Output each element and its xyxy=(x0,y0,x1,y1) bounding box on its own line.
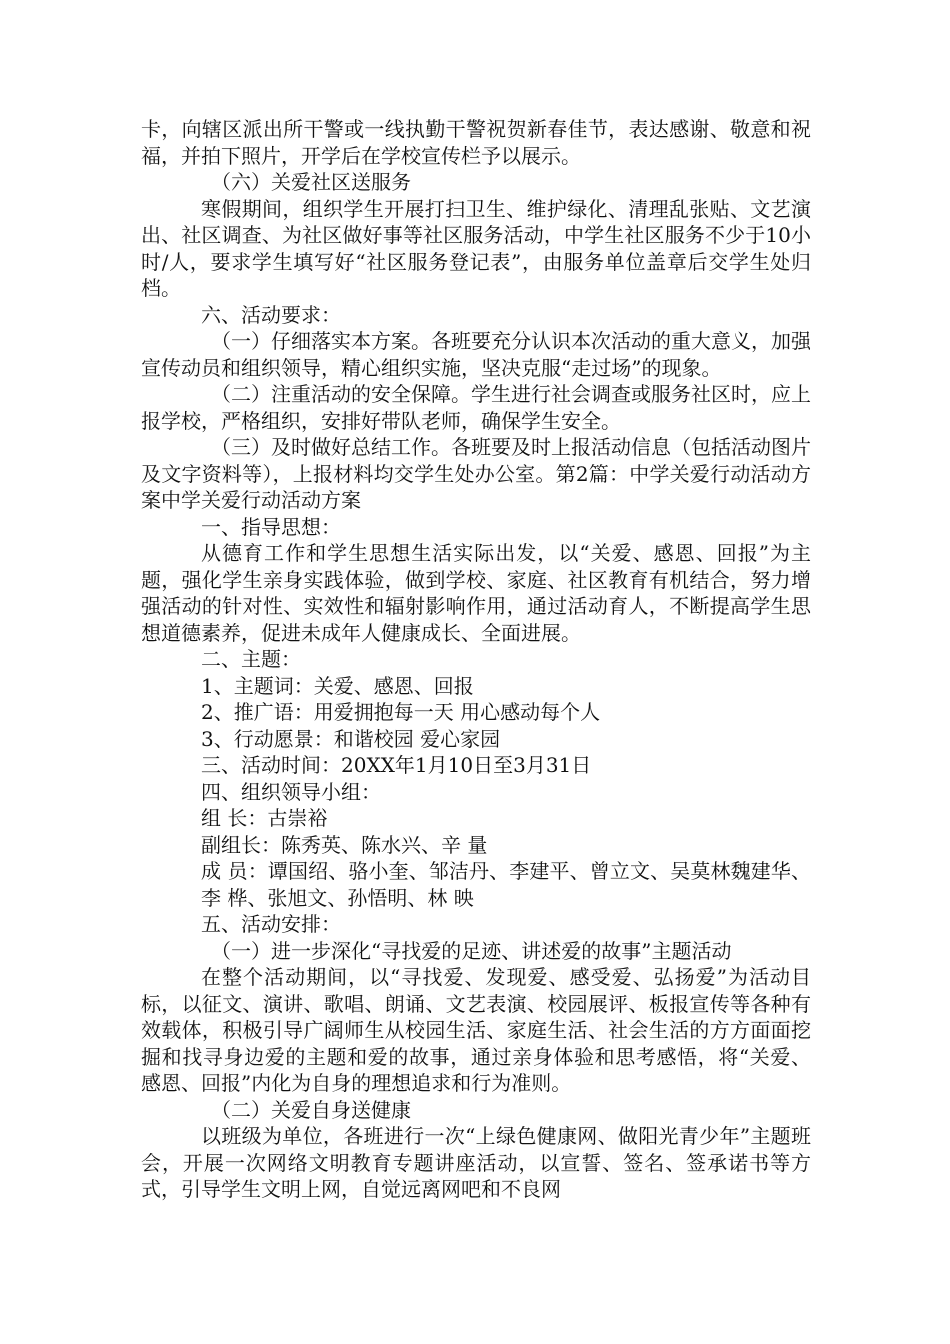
document-paragraph: （一）仔细落实本方案。各班要充分认识本次活动的重大意义，加强宣传动员和组织领导，精心组织实施，坚决克服“走过场”的现象。 xyxy=(141,329,811,380)
document-paragraph: 成 员：谭国绍、骆小奎、邹洁丹、李建平、曾立文、吴莫林魏建华、李 桦、张旭文、孙悟明、林 映 xyxy=(201,859,811,910)
document-paragraph: （一）进一步深化“寻找爱的足迹、讲述爱的故事”主题活动 xyxy=(211,938,732,963)
document-paragraph: （六）关爱社区送服务 xyxy=(211,170,411,194)
document-body xyxy=(141,116,811,1203)
document-paragraph: 卡，向辖区派出所干警或一线执勤干警祝贺新春佳节，表达感谢、敬意和祝福，并拍下照片，开学后在学校宣传栏予以展示。 xyxy=(141,117,811,168)
document-paragraph: 六、活动要求： xyxy=(201,302,341,327)
document-paragraph: 寒假期间，组织学生开展打扫卫生、维护绿化、清理乱张贴、文艺演出、社区调查、为社区做好事等社区服务活动，中学生社区服务不少于10小时/人，要求学生填写好“社区服务登记表”，由服务单位盖章后交学生处归档。 xyxy=(141,196,811,300)
document-paragraph: 从德育工作和学生思想生活实际出发，以“关爱、感恩、回报”为主题，强化学生亲身实践体验，做到学校、家庭、社区教育有机结合，努力增强活动的针对性、实效性和辐射影响作用，通过活动育人，不断提高学生思想道德素养，促进未成年人健康成长、全面进展。 xyxy=(141,541,811,645)
document-paragraph: 以班级为单位，各班进行一次“上绿色健康网、做阳光青少年”主题班会，开展一次网络文明教育专题讲座活动，以宣誓、签名、签承诺书等方式，引导学生文明上网，自觉远离网吧和不良网 xyxy=(141,1124,811,1201)
document-paragraph: 3、行动愿景：和谐校园 爱心家园 xyxy=(201,726,501,751)
document-paragraph: （二）关爱自身送健康 xyxy=(211,1097,411,1122)
document-paragraph: 2、推广语：用爱拥抱每一天 用心感动每个人 xyxy=(201,700,601,724)
document-paragraph: 二、主题： xyxy=(201,647,301,671)
document-paragraph: 四、组织领导小组： xyxy=(201,779,381,804)
document-paragraph: 一、指导思想： xyxy=(201,514,341,539)
document-paragraph: 五、活动安排： xyxy=(201,912,341,936)
document-paragraph: （二）注重活动的安全保障。学生进行社会调查或服务社区时，应上报学校，严格组织，安排好带队老师，确保学生安全。 xyxy=(141,382,811,433)
document-paragraph: 三、活动时间：20XX年1月10日至3月31日 xyxy=(201,753,592,777)
document-paragraph: （三）及时做好总结工作。各班要及时上报活动信息（包括活动图片及文字资料等），上报材料均交学生处办公室。第2篇：中学关爱行动活动方案中学关爱行动活动方案 xyxy=(141,435,811,512)
document-paragraph: 在整个活动期间，以“寻找爱、发现爱、感受爱、弘扬爱”为活动目标，以征文、演讲、歌唱、朗诵、文艺表演、校园展评、板报宣传等各种有效载体，积极引导广阔师生从校园生活、家庭生活、社会生活的方方面面挖掘和找寻身边爱的主题和爱的故事，通过亲身体验和思考感悟，将“关爱、感恩、回报”内化为自身的理想追求和行为准则。 xyxy=(141,965,811,1095)
document-paragraph: 副组长：陈秀英、陈水兴、辛 量 xyxy=(201,832,488,857)
document-paragraph: 组 长：古崇裕 xyxy=(201,806,328,830)
document-paragraph: 1、主题词：关爱、感恩、回报 xyxy=(201,673,474,698)
